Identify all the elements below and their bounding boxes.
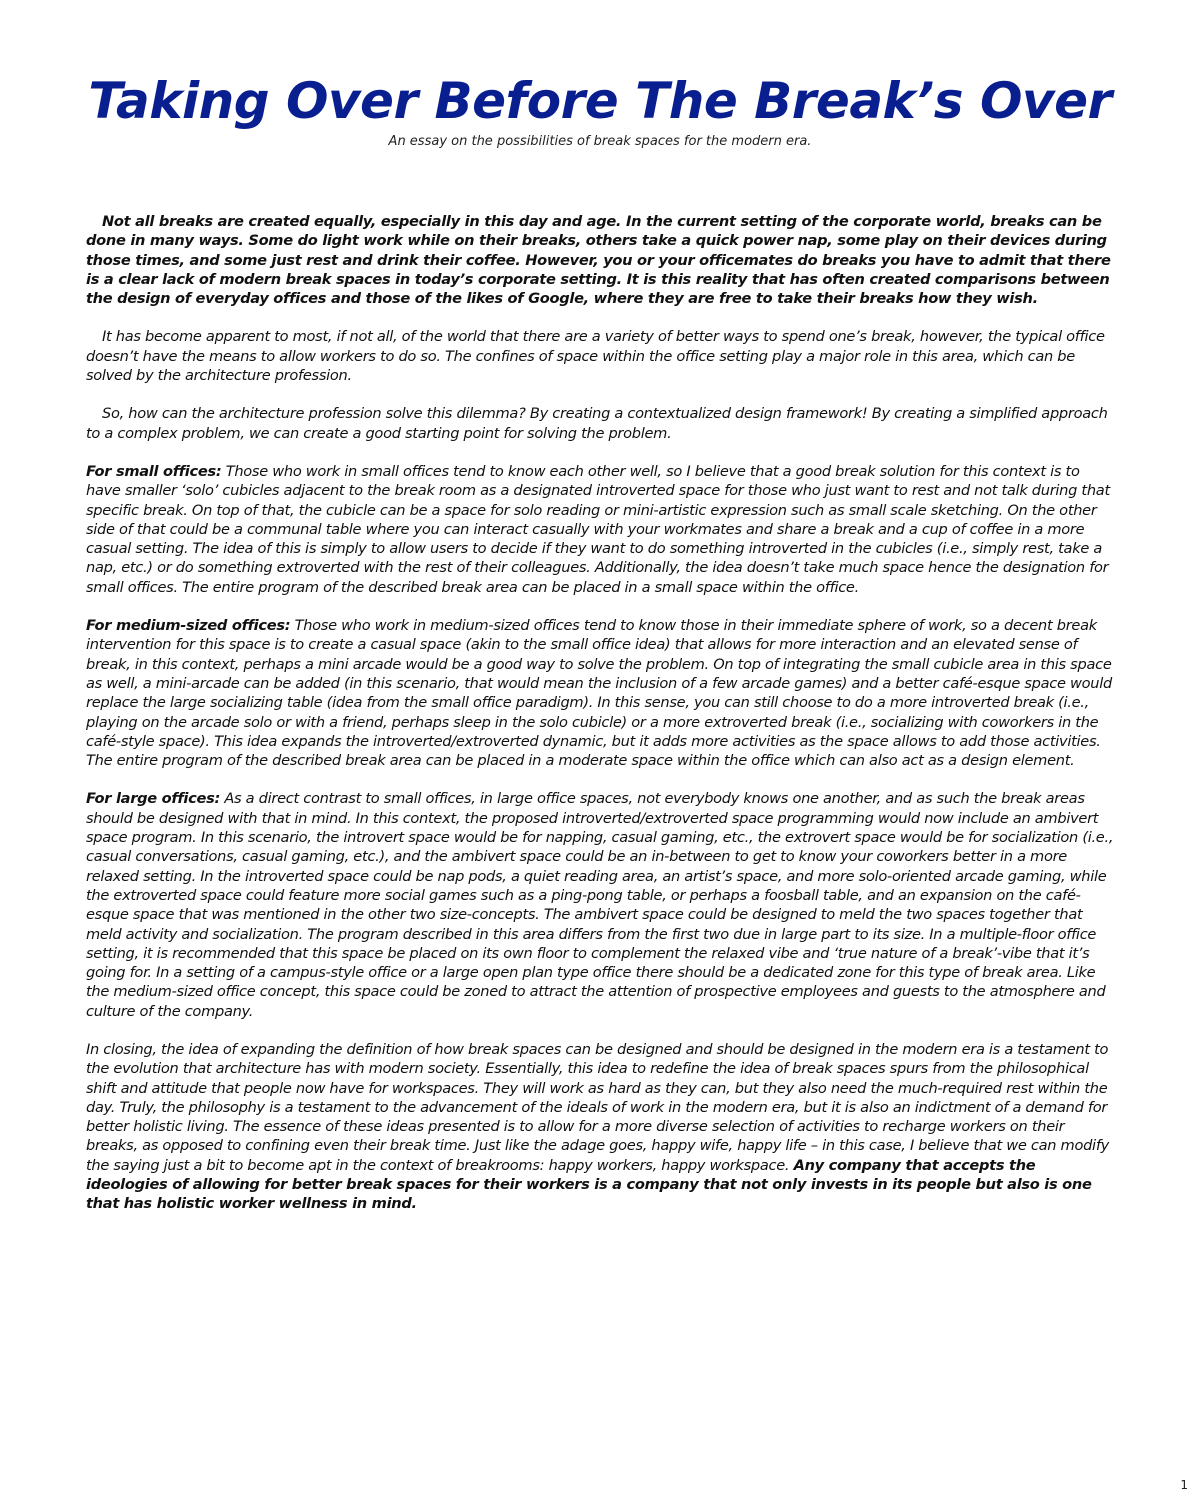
page-title: Taking Over Before The Break’s Over (88, 72, 1112, 130)
large-offices-paragraph (86, 789, 1116, 1021)
body-paragraph-2: It has become apparent to most, if not all, of the world that there are a variety of better ways to spend one’s break, however, the typical office doesn’t have the means to allow workers to do so. The confines of space within the office setting play a major role in this area, which can be solved by the architecture profession. (86, 328, 1105, 385)
page-subtitle: An essay on the possibilities of break spaces for the modern era. (388, 134, 812, 149)
small-offices-label: For small offices: (86, 462, 222, 480)
body-paragraph-3: So, how can the architecture profession solve this dilemma? By creating a contextualized design framework! By creating a simplified approach to a complex problem, we can create a good starting point for solving the problem. (86, 405, 1108, 442)
essay-body (86, 212, 1116, 1233)
closing-statement: Any company that accepts the ideologies of allowing for better break spaces for their workers is a company that not only invests in its people but also is one that has holistic worker wellness in mind. (86, 1156, 1092, 1213)
small-offices-text: Those who work in small offices tend to know each other well, so I believe that a good break solution for this context is to have smaller ‘solo’ cubicles adjacent to the break room as a designated introverted space for those who just want to rest and not talk during that specific break. On top of that, the cubicle can be a space for solo reading or mini-artistic expression such as small scale sketching. On the other side of that could be a communal table where you can interact casually with your workmates and share a break and a cup of coffee in a more casual setting. The idea of this is simply to allow users to decide if they want to do something introverted in the cubicles (i.e., simply rest, take a nap, etc.) or do something extroverted with the rest of their colleagues. Additionally, the idea doesn’t take much space hence the designation for small offices. The entire program of the described break area can be placed in a small space within the office. (86, 462, 1110, 596)
medium-offices-label: For medium-sized offices: (86, 617, 291, 635)
closing-text: In closing, the idea of expanding the definition of how break spaces can be designed and should be designed in the modern era is a testament to the evolution that architecture has with modern society. Essentially, this idea to redefine the idea of break spaces spurs from the philosophical shift and attitude that people now have for workspaces. They will work as hard as they can, but they also need the much-required rest within the day. Truly, the philosophy is a testament to the advancement of the ideals of work in the modern era, but it is also an indictment of a demand for better holistic living. The essence of these ideas presented is to allow for a more diverse selection of activities to recharge workers on their breaks, as opposed to confining even their break time. Just like the adage goes, happy wife, happy life – in this case, I believe that we can modify the saying just a bit to become apt in the context of breakrooms: happy workers, happy workspace. (86, 1040, 1109, 1174)
closing-paragraph (86, 1040, 1116, 1214)
medium-offices-text: Those who work in medium-sized offices tend to know those in their immediate sphere of work, so a decent break intervention for this space is to create a casual space (akin to the small office idea) that allows for more interaction and an elevated sense of break, in this context, perhaps a mini arcade would be a good way to solve the problem. On top of integrating the small cubicle area in this space as well, a mini-arcade can be added (in this scenario, that would mean the inclusion of a few arcade games) and a better café-esque space would replace the large socializing table (idea from the small office paradigm). In this sense, you can still choose to do a more introverted break (i.e., playing on the arcade solo or with a friend, perhaps sleep in the solo cubicle) or a more extroverted break (i.e., socializing with coworkers in the café-style space). This idea expands the introverted/extroverted dynamic, but it adds more activities as the space allows to add those activities. The entire program of the described break area can be placed in a moderate space within the office which can also act as a design element. (86, 617, 1112, 770)
medium-offices-paragraph (86, 616, 1116, 770)
large-offices-text: As a direct contrast to small offices, in large office spaces, not everybody knows one another, and as such the break areas should be designed with that in mind. In this context, the proposed introverted/extroverted space programming would now include an ambivert space program. In this scenario, the introvert space would be for napping, casual gaming, etc., the extrovert space would be for socialization (i.e., casual conversations, casual gaming, etc.), and the ambivert space could be an in-between to get to know your coworkers better in a more relaxed setting. In the introverted space could be nap pods, a quiet reading area, an artist’s space, and more solo-oriented arcade gaming, while the extroverted space could feature more social games such as a ping-pong table, or perhaps a foosball table, and an expansion on the café-esque space that was mentioned in the other two size-concepts. The ambivert space could be designed to meld the two spaces together that meld activity and socialization. The program described in this area differs from the first two due in large part to its size. In a multiple-floor office setting, it is recommended that this space be placed on its own floor to complement the relaxed vibe and ‘true nature of a break’-vibe that it’s going for. In a setting of a campus-style office or a large open plan type office there should be a dedicated zone for this type of break area. Like the medium-sized office concept, this space could be zoned to attract the attention of prospective employees and guests to the atmosphere and culture of the company. (86, 790, 1114, 1020)
page-number: 1 (1180, 1478, 1188, 1492)
small-offices-paragraph (86, 462, 1116, 597)
intro-paragraph: Not all breaks are created equally, especially in this day and age. In the current setting of the corporate world, breaks can be done in many ways. Some do light work while on their breaks, others take a quick power nap, some play on their devices during those times, and some just rest and drink their coffee. However, you or your officemates do breaks you have to admit that there is a clear lack of modern break spaces in today’s corporate setting. It is this reality that has often created comparisons between the design of everyday offices and those of the likes of Google, where they are free to take their breaks how they wish. (86, 213, 1111, 308)
large-offices-label: For large offices: (86, 790, 221, 808)
